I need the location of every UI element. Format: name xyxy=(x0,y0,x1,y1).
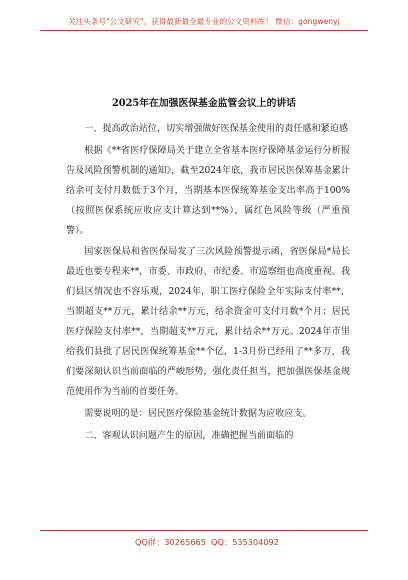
section-heading-1: 一、提高政治站位，切实增强做好医保基金使用的责任感和紧迫感 xyxy=(84,124,348,134)
section-heading-2: 二、客观认识问题产生的原因，准确把握当前面临的 xyxy=(84,430,294,441)
document-title: 2025年在加强医保基金监管会议上的讲话 xyxy=(111,98,297,109)
footer-divider xyxy=(40,530,368,531)
body-paragraph: 根据《**省医疗保障局关于建立全省基本医疗保障基金运行分析报告及风险预警机制的通知》，截至2024年底，我市居民医保筹基金累计结余可支付月数低于3个月，当期基本医保统筹基金支出率高于100%（按照医保系统应收应支计算达到**%），属红色风险等级（严重预警）。 xyxy=(66,145,350,236)
header-note: 关注头条号"公文研究"，获得最新最全最专业的公文资料库！ 微信：gongwenyj xyxy=(68,17,340,26)
document-body xyxy=(66,120,350,449)
body-paragraph: 国家医保局和省医保局发了三次风险预警提示函，省医保局*局长最近也要专程来**，市委、市政府、市纪委、市巡察组也高度重视。我们县区情况也不容乐观，2024年，职工医疗保险全年实际支付率**，当期超支**万元，累计结余**万元，结余资金可支付月数*个月；居民医疗保险支付率**，当期超支**万元，累计结余**万元。2024年市里给我们县批了居民医保统筹基金**个亿，1-3月份已经用了**多万，我们要深刻认识当前面临的严峻形势，强化责任担当，把加强医保基金规范使用作为当前的首要任务。 xyxy=(66,247,350,397)
footer-qq-group: QQ群：30265665 xyxy=(135,537,206,547)
footer-qq-contact: QQ：535304092 xyxy=(211,537,279,547)
header-divider xyxy=(40,30,368,31)
body-paragraph: 需要说明的是：居民医疗保险基金统计数据为应收应支。 xyxy=(84,408,312,419)
